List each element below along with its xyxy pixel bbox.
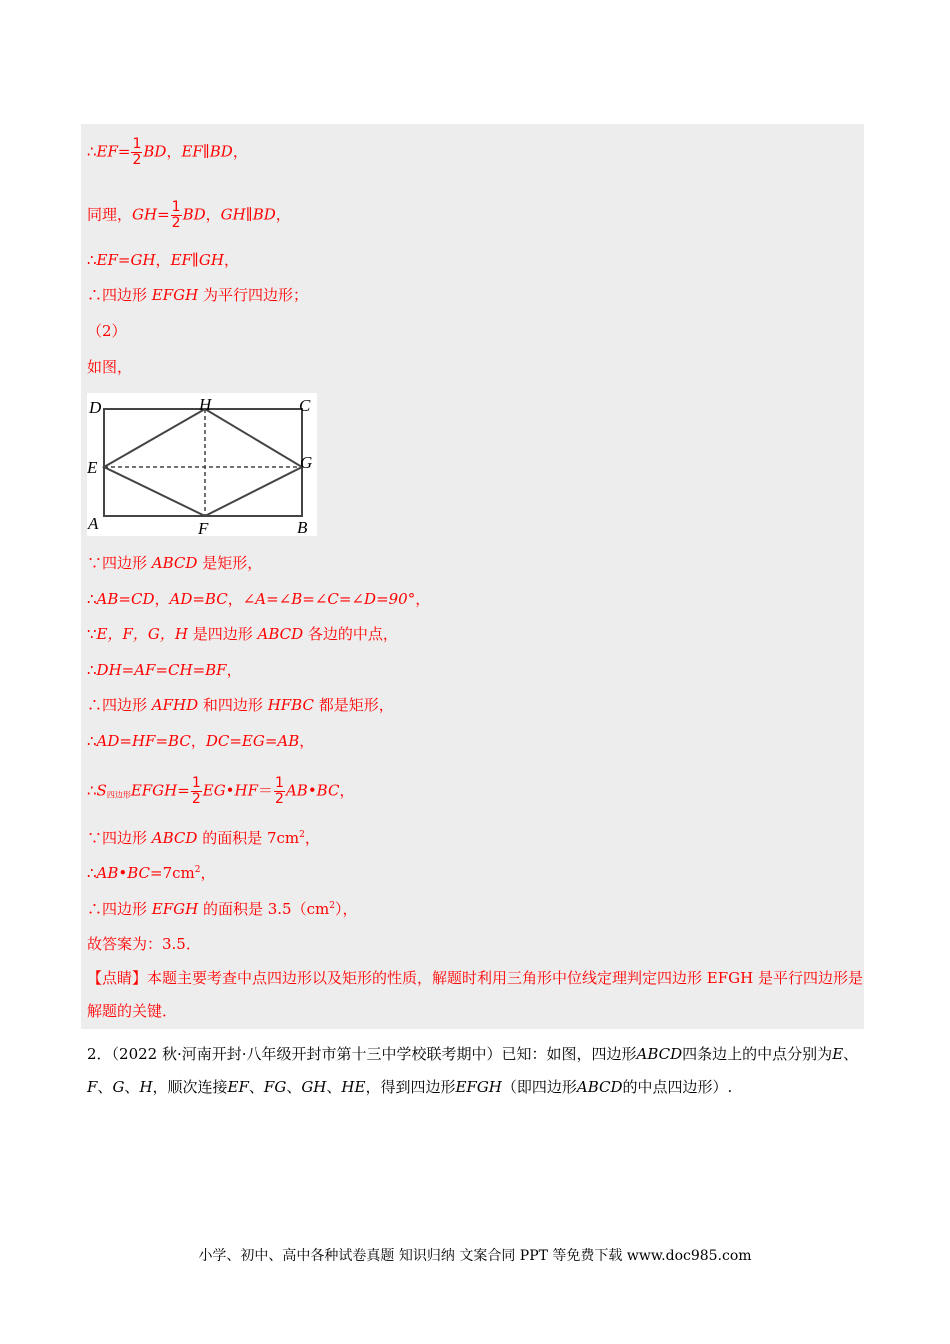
problem-2: 2．（2022 秋·河南开封·八年级开封市第十三中学校联考期中）已知：如图，四边形ABCD四条边上的中点分别为E、F、G、H，顺次连接EF、FG、GH、HE，得到四边形EFGH（即四边形ABCD的中点四边形）.: [87, 1045, 859, 1096]
label-c: C: [299, 396, 311, 415]
remark-text: 本题主要考查中点四边形以及矩形的性质，解题时利用三角形中位线定理判定四边形 EFGH 是平行四边形是解题的关键．: [87, 969, 863, 1020]
remark-tag: 【点睛】: [87, 969, 148, 987]
solution-line-4: ∴四边形 EFGH 为平行四边形；: [87, 286, 308, 304]
page-footer: 小学、初中、高中各种试卷真题 知识归纳 文案合同 PPT 等免费下载 www.doc985.com: [198, 1248, 752, 1264]
fraction: $\frac{1}{2}$: [171, 199, 181, 231]
remark-paragraph: [87, 962, 863, 1028]
solution-line-16: ∴四边形 EFGH 的面积是 $3.5(cm^2)$，: [87, 900, 358, 918]
label-e: E: [87, 458, 98, 477]
solution-line-3: ∴EF=GH，EF∥GH，: [87, 251, 239, 269]
geometry-diagram: [87, 393, 317, 536]
solution-line-9: ∵E，F，G，H 是四边形 ABCD 各边的中点，: [87, 625, 398, 643]
rectangle-abcd: [104, 409, 302, 516]
label-h: H: [199, 395, 212, 414]
fraction: $\frac{1}{2}$: [275, 775, 284, 807]
label-g: G: [300, 453, 313, 472]
solution-line-14: ∵四边形 ABCD 的面积是 $7cm^2$，: [87, 829, 320, 847]
solution-line-17: 故答案为：3.5．: [87, 935, 201, 953]
solution-line-5: （2）: [87, 322, 127, 340]
label-d: D: [89, 398, 102, 417]
fraction: $\frac{1}{2}$: [132, 136, 142, 168]
solution-line-1: ∴EF= $\frac{1}{2}$ BD，EF∥BD，: [87, 136, 248, 168]
solution-line-12: ∴AD=HF=BC，DC=EG=AB，: [87, 732, 315, 750]
solution-line-10: ∴DH=AF=CH=BF，: [87, 661, 242, 679]
solution-line-11: ∴四边形 AFHD 和四边形 HFBC 都是矩形，: [87, 696, 394, 714]
fraction: $\frac{1}{2}$: [191, 775, 201, 807]
solution-line-7: ∵四边形 ABCD 是矩形，: [87, 554, 263, 572]
solution-line-8: ∴AB=CD，AD=BC，∠A=∠B=∠C=∠D=90°，: [87, 590, 431, 608]
label-a: A: [88, 514, 99, 533]
label-b: B: [297, 518, 308, 536]
solution-line-6: 如图，: [87, 358, 133, 376]
solution-line-13: ∴S四边形EFGH= $\frac{1}{2}$ EG•HF＝ $\frac{1}{2}$ AB•BC，: [87, 775, 355, 807]
label-f: F: [198, 519, 209, 536]
rhombus-efgh: [104, 409, 302, 516]
solution-line-2: 同理，GH= $\frac{1}{2}$ BD，GH∥BD，: [87, 199, 291, 231]
solution-line-15: $\therefore AB•BC=7cm^2$，: [87, 864, 216, 882]
rectangle-figure: [87, 393, 317, 536]
